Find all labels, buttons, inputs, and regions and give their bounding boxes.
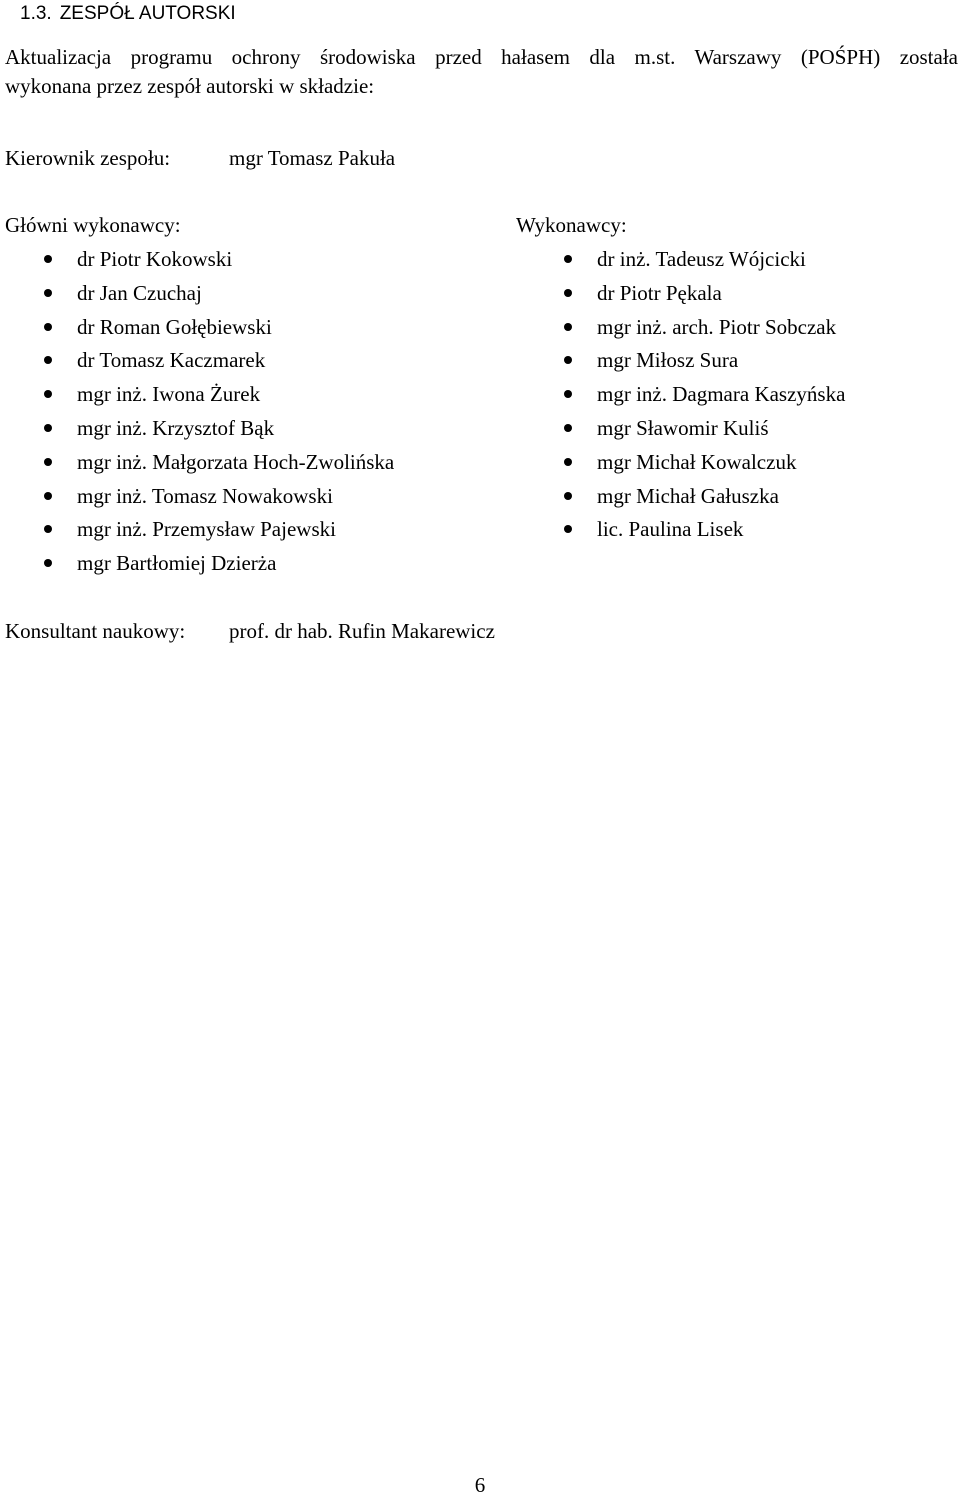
- bullet-icon: [44, 492, 52, 500]
- list-item-label: mgr Miłosz Sura: [597, 348, 739, 373]
- list-item: [5, 380, 505, 414]
- list-item-label: mgr Sławomir Kuliś: [597, 415, 769, 440]
- list-item-label: mgr inż. Przemysław Pajewski: [77, 517, 336, 542]
- list-item-label: dr Piotr Kokowski: [77, 247, 233, 271]
- consultant-label: Konsultant naukowy:: [5, 619, 186, 643]
- bullet-icon: [44, 289, 52, 297]
- leader-label: Kierownik zespołu:: [5, 146, 171, 170]
- consultant-name: prof. dr hab. Rufin Makarewicz: [229, 619, 495, 643]
- intro-line-2: wykonana przez zespół autorski w składzie:: [5, 74, 375, 98]
- list-item: [516, 414, 956, 448]
- list-item-label: mgr Michał Gałuszka: [597, 483, 779, 508]
- section-heading: [20, 2, 236, 26]
- list-item: [5, 482, 505, 516]
- bullet-icon: [44, 525, 52, 533]
- list-item: [516, 245, 956, 279]
- list-item-label: dr Jan Czuchaj: [77, 280, 202, 305]
- main-contractors-list: [5, 245, 505, 583]
- bullet-icon: [564, 356, 572, 364]
- bullet-icon: [564, 424, 572, 432]
- list-item-label: mgr Bartłomiej Dzierża: [77, 551, 277, 576]
- list-item-label: dr Tomasz Kaczmarek: [77, 348, 266, 373]
- list-item: [5, 346, 505, 380]
- bullet-icon: [44, 356, 52, 364]
- list-item-label: mgr inż. Iwona Żurek: [77, 382, 261, 407]
- intro-line-1: Aktualizacja programu ochrony środowiska przed hałasem dla m.st. Warszawy (POŚPH) została: [5, 45, 958, 69]
- page-number: 6: [474, 1473, 486, 1497]
- bullet-icon: [44, 424, 52, 432]
- leader-name: mgr Tomasz Pakuła: [229, 146, 396, 170]
- list-item: [5, 414, 505, 448]
- list-item: [516, 346, 956, 380]
- list-item: [516, 380, 956, 414]
- list-item: [516, 448, 956, 482]
- list-item-label: mgr Michał Kowalczuk: [597, 449, 797, 474]
- contractors-label: Wykonawcy:: [516, 213, 627, 237]
- list-item-label: dr inż. Tadeusz Wójcicki: [597, 247, 806, 271]
- list-item-label: mgr inż. Tomasz Nowakowski: [77, 483, 333, 508]
- bullet-icon: [44, 255, 52, 263]
- bullet-icon: [564, 492, 572, 500]
- list-item: [5, 245, 505, 279]
- list-item-label: lic. Paulina Lisek: [597, 517, 744, 542]
- bullet-icon: [564, 525, 572, 533]
- bullet-icon: [44, 390, 52, 398]
- list-item: [516, 279, 956, 313]
- list-item-label: mgr inż. Krzysztof Bąk: [77, 415, 275, 440]
- contractors-list: [516, 245, 956, 549]
- list-item: [5, 313, 505, 347]
- list-item-label: mgr inż. arch. Piotr Sobczak: [597, 314, 837, 339]
- list-item: [516, 515, 956, 549]
- list-item-label: mgr inż. Małgorzata Hoch-Zwolińska: [77, 449, 395, 474]
- bullet-icon: [564, 255, 572, 263]
- bullet-icon: [44, 323, 52, 331]
- bullet-icon: [564, 458, 572, 466]
- list-item-label: dr Piotr Pękala: [597, 280, 722, 305]
- list-item-label: dr Roman Gołębiewski: [77, 314, 272, 339]
- bullet-icon: [564, 390, 572, 398]
- bullet-icon: [564, 289, 572, 297]
- list-item: [516, 482, 956, 516]
- intro-paragraph: [5, 43, 958, 101]
- section-number: 1.3.: [20, 3, 52, 24]
- list-item: [516, 313, 956, 347]
- list-item-label: mgr inż. Dagmara Kaszyńska: [597, 382, 846, 407]
- list-item: [5, 448, 505, 482]
- bullet-icon: [44, 458, 52, 466]
- list-item: [5, 279, 505, 313]
- list-item: [5, 515, 505, 549]
- section-title: ZESPÓŁ AUTORSKI: [59, 3, 236, 24]
- list-item: [5, 549, 505, 583]
- bullet-icon: [44, 559, 52, 567]
- bullet-icon: [564, 323, 572, 331]
- main-contractors-label: Główni wykonawcy:: [5, 213, 181, 237]
